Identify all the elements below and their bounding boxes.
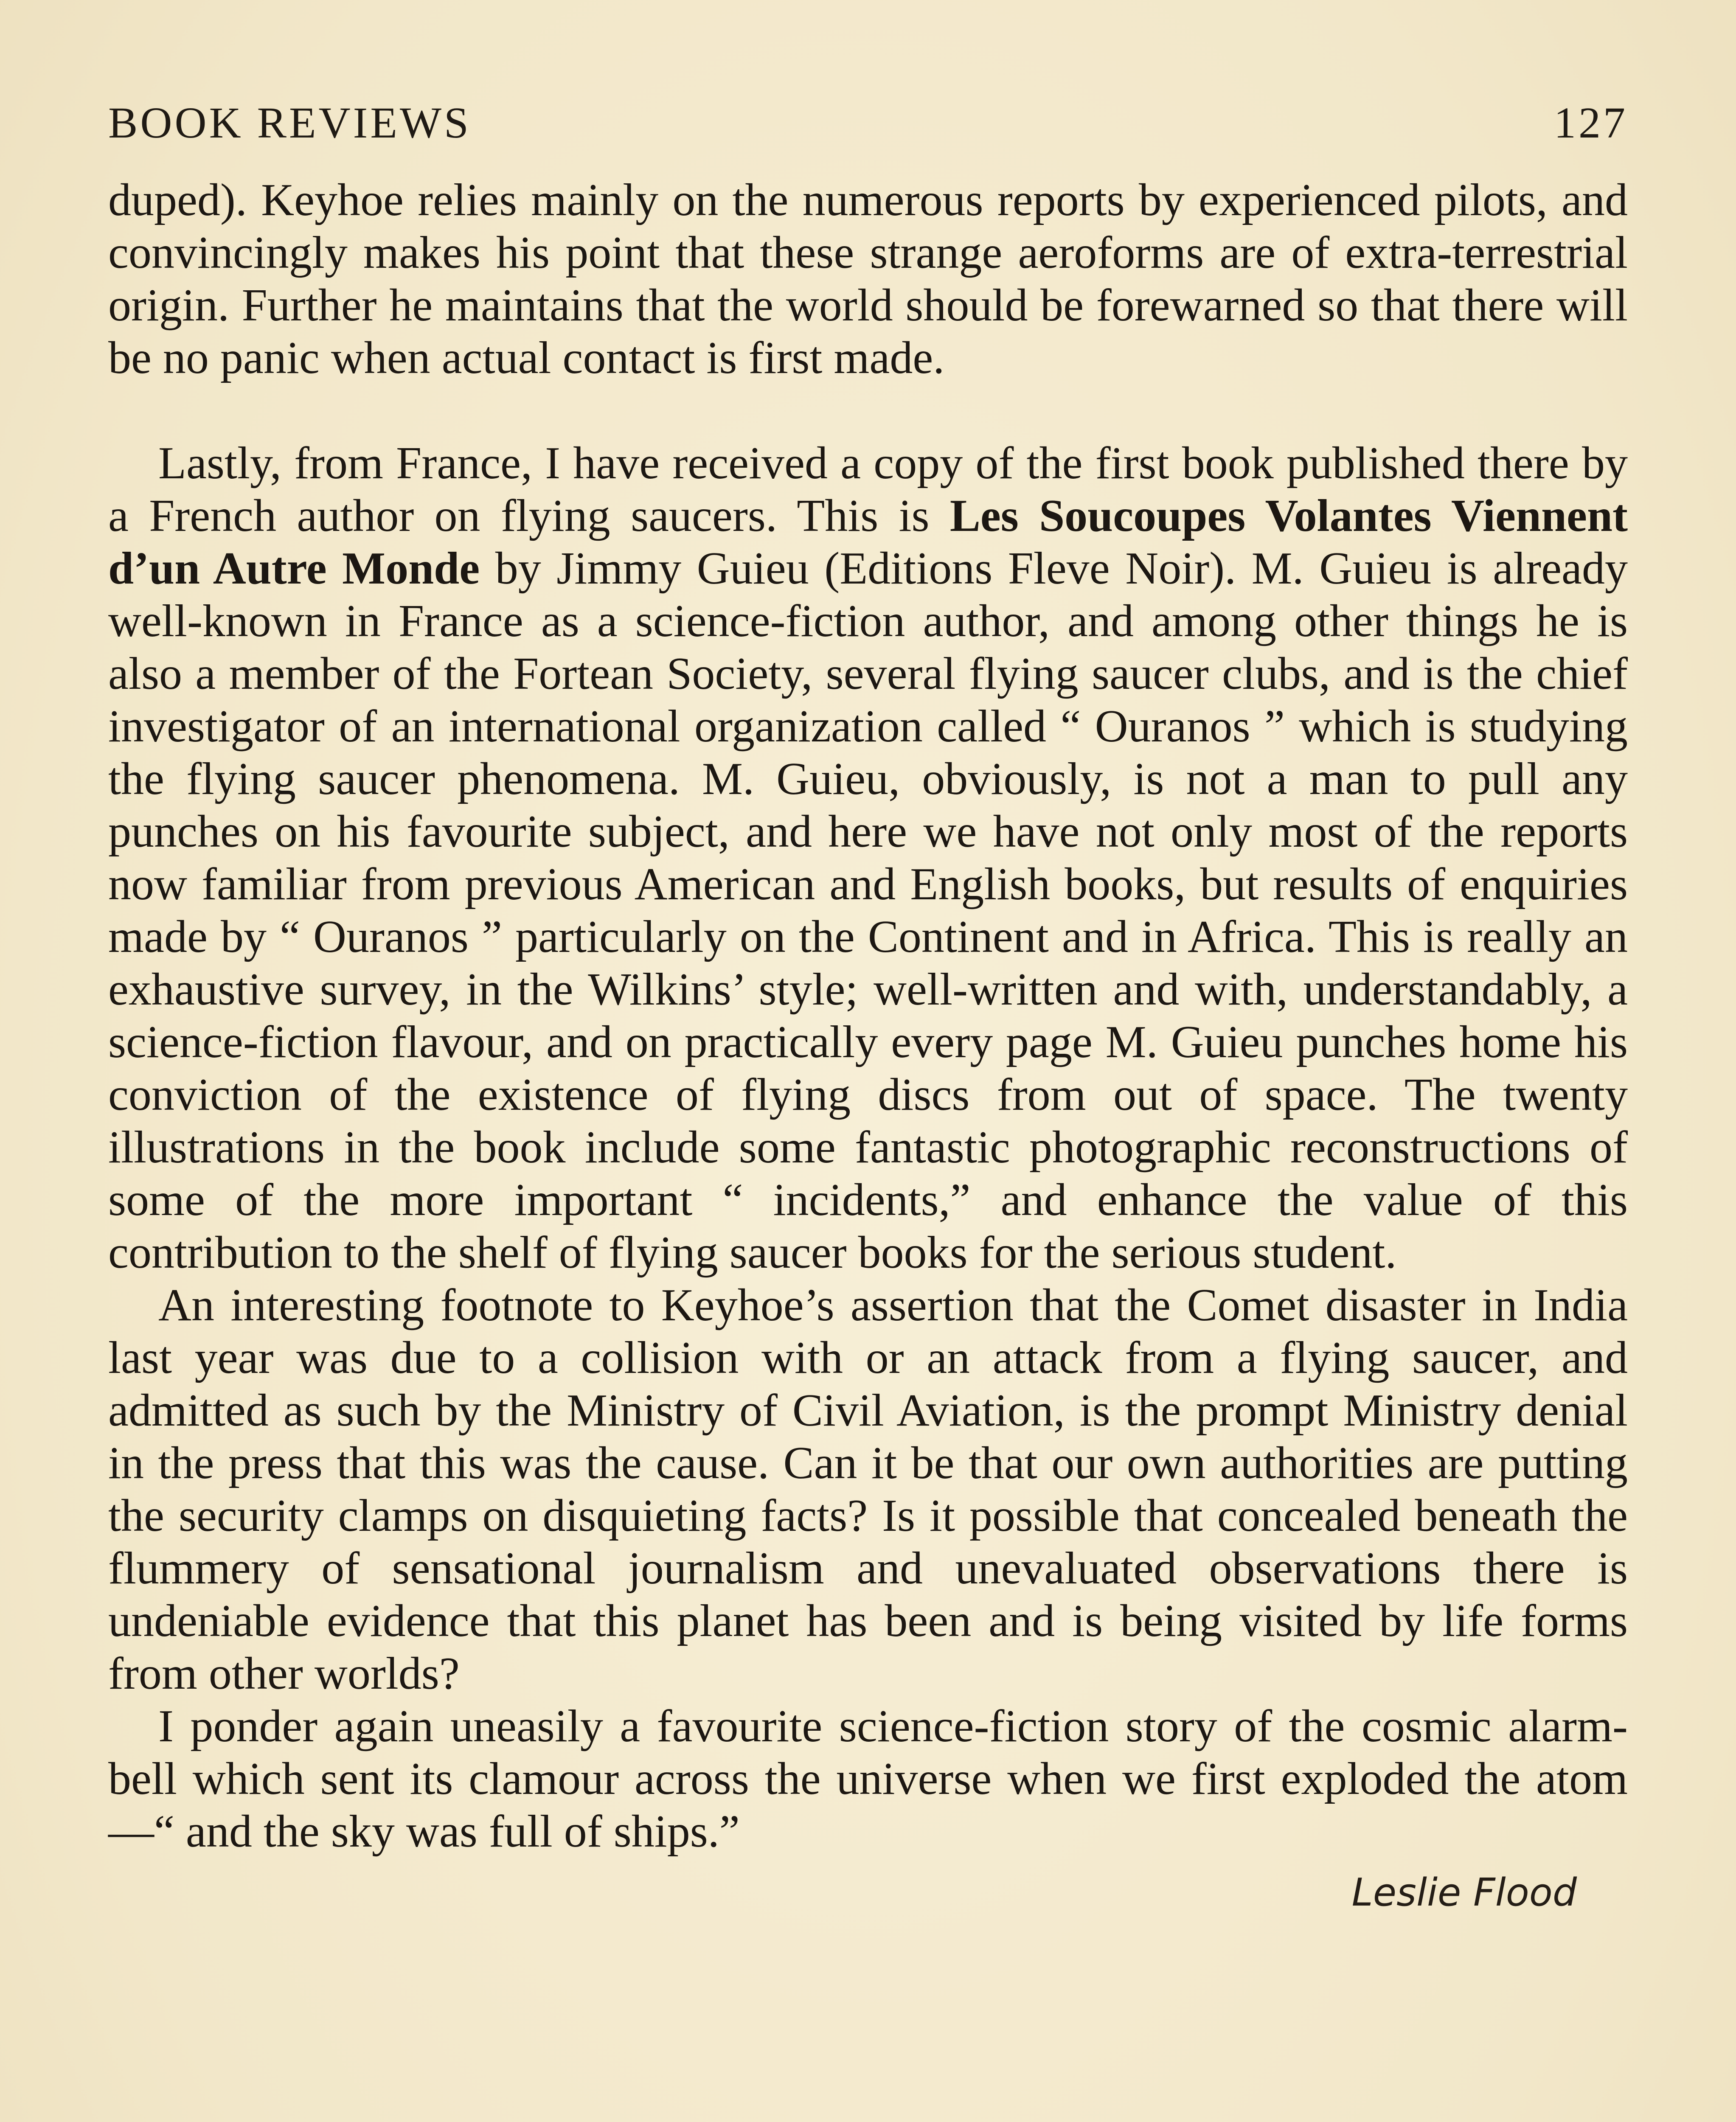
paragraph-2	[108, 437, 1628, 1279]
book-page	[108, 98, 1628, 2122]
paragraph-3: An interesting footnote to Keyhoe’s assertion that the Comet disaster in India last year was due to a collision with or an attack from a flying saucer, and admitted as such by the Ministry of Civil Aviation, is the prompt Ministry denial in the press that this was the cause. Can it be that our own authorities are putting the security clamps on disquieting facts? Is it possible that concealed beneath the flummery of sensational journalism and unevaluated observations there is undeniable evidence that this planet has been and is being visited by life forms from other worlds?	[108, 1280, 1628, 1699]
paragraph-2-intro: Lastly, from France, I have received a copy of the first book published there by a French author on flying saucers. This is	[108, 438, 1628, 541]
author-signature: Leslie Flood	[1351, 1870, 1577, 1915]
article-body	[108, 174, 1628, 1919]
paragraph-4: I ponder again uneasily a favourite science-fiction story of the cosmic alarm-bell which sent its clamour across the universe when we first exploded the atom—“ and the sky was full of ships.”	[108, 1701, 1628, 1857]
paragraph-1: duped). Keyhoe relies mainly on the numerous reports by experienced pilots, and convincingly makes his point that these strange aeroforms are of extra-terrestrial origin. Further he maintains that the world should be forewarned so that there will be no panic when actual contact is first made.	[108, 175, 1628, 383]
running-title: BOOK REVIEWS	[108, 98, 471, 147]
book-title: Les Soucoupes Volantes Viennent d’un Autre Monde	[108, 491, 1628, 594]
running-header	[108, 98, 1628, 170]
page-number: 127	[1554, 98, 1628, 147]
paragraph-2-rest: by Jimmy Guieu (Editions Fleve Noir). M. Guieu is already well-known in France as a science-fiction author, and among other things he is also a member of the Fortean Society, several flying saucer clubs, and is the chief investigator of an international organization called “ Ouranos ” which is studying the flying saucer phenomena. M. Guieu, obviously, is not a man to pull any punches on his favourite subject, and here we have not only most of the reports now familiar from previous American and English books, but results of enquiries made by “ Ouranos ” particularly on the Continent and in Africa. This is really an exhaustive survey, in the Wilkins’ style; well-written and with, understandably, a science-fiction flavour, and on practically every page M. Guieu punches home his conviction of the existence of flying discs from out of space. The twenty illustrations in the book include some fantastic photographic reconstructions of some of the more important “ incidents,” and enhance the value of this contribution to the shelf of flying saucer books for the serious student.	[108, 543, 1628, 1278]
